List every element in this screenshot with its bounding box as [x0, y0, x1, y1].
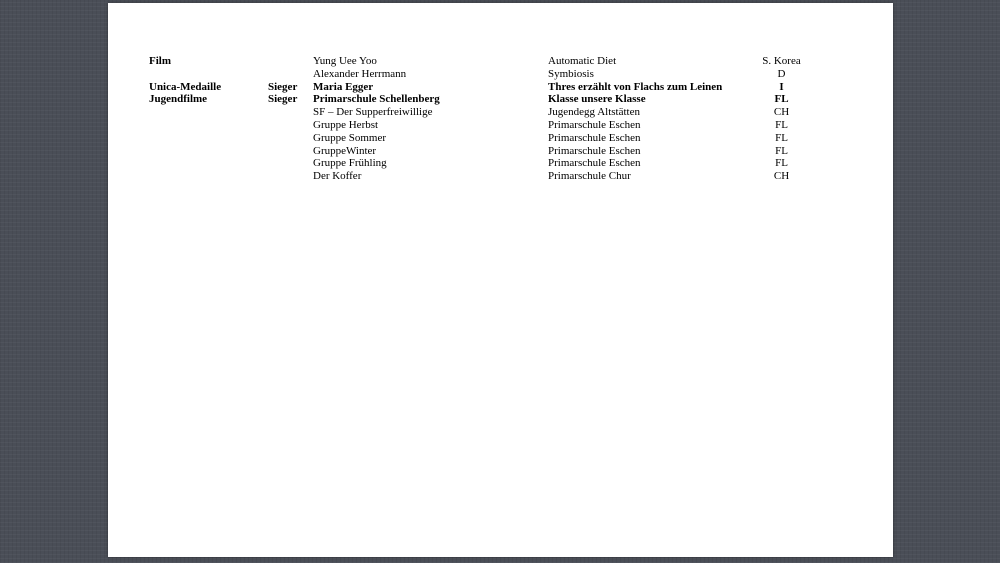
row-award: Sieger: [268, 80, 298, 93]
row-category: [149, 157, 268, 170]
row-country: CH: [773, 106, 790, 119]
document-page: [108, 3, 893, 557]
table-row: [149, 157, 815, 170]
results-table: [149, 55, 815, 183]
row-country: FL: [775, 157, 788, 170]
row-country: CH: [773, 170, 790, 183]
row-category: [149, 170, 268, 183]
row-category: [149, 119, 268, 132]
row-award: [268, 106, 313, 119]
row-award: [268, 55, 313, 68]
row-country: I: [779, 80, 784, 93]
table-row: [149, 68, 815, 81]
table-row: [149, 93, 815, 106]
table-row: [149, 81, 815, 94]
row-name: Alexander Herrmann: [313, 67, 407, 80]
row-country: FL: [774, 93, 789, 106]
table-row: [149, 119, 815, 132]
row-award: Sieger: [268, 93, 298, 106]
table-row: [149, 55, 815, 68]
row-title: Thres erzählt von Flachs zum Leinen: [548, 80, 723, 93]
row-category: Film: [149, 55, 171, 67]
row-title: Primarschule Eschen: [548, 144, 641, 157]
table-row: [149, 170, 815, 183]
row-category: Unica-Medaille: [149, 80, 222, 93]
row-title: Symbiosis: [548, 67, 594, 80]
row-name: Gruppe Herbst: [313, 118, 379, 131]
row-award: [268, 170, 313, 183]
row-category: [149, 145, 268, 158]
row-country: D: [777, 67, 786, 80]
row-title: Automatic Diet: [548, 55, 617, 67]
row-name: SF – Der Supperfreiwillige: [313, 106, 433, 119]
row-category: [149, 132, 268, 145]
results-table-body: [149, 55, 815, 183]
row-name: Gruppe Frühling: [313, 157, 387, 170]
row-name: Der Koffer: [313, 170, 362, 183]
row-country: FL: [775, 144, 788, 157]
row-name: GruppeWinter: [313, 144, 377, 157]
row-country: FL: [775, 131, 788, 144]
row-category: Jugendfilme: [149, 93, 208, 106]
row-award: [268, 157, 313, 170]
row-country: S. Korea: [762, 55, 801, 67]
row-award: [268, 119, 313, 132]
table-row: [149, 106, 815, 119]
table-row: [149, 145, 815, 158]
row-award: [268, 68, 313, 81]
row-name: Primarschule Schellenberg: [313, 93, 440, 106]
row-award: [268, 145, 313, 158]
row-title: Primarschule Chur: [548, 170, 631, 183]
row-title: Primarschule Eschen: [548, 118, 641, 131]
row-title: Jugendegg Altstätten: [548, 106, 640, 119]
row-title: Primarschule Eschen: [548, 157, 641, 170]
row-name: Maria Egger: [313, 80, 374, 93]
row-name: Yung Uee Yoo: [313, 55, 377, 67]
row-country: FL: [775, 118, 788, 131]
row-category: [149, 68, 268, 81]
row-title: Klasse unsere Klasse: [548, 93, 646, 106]
row-category: [149, 106, 268, 119]
row-name: Gruppe Sommer: [313, 131, 387, 144]
row-title: Primarschule Eschen: [548, 131, 641, 144]
table-row: [149, 132, 815, 145]
row-award: [268, 132, 313, 145]
